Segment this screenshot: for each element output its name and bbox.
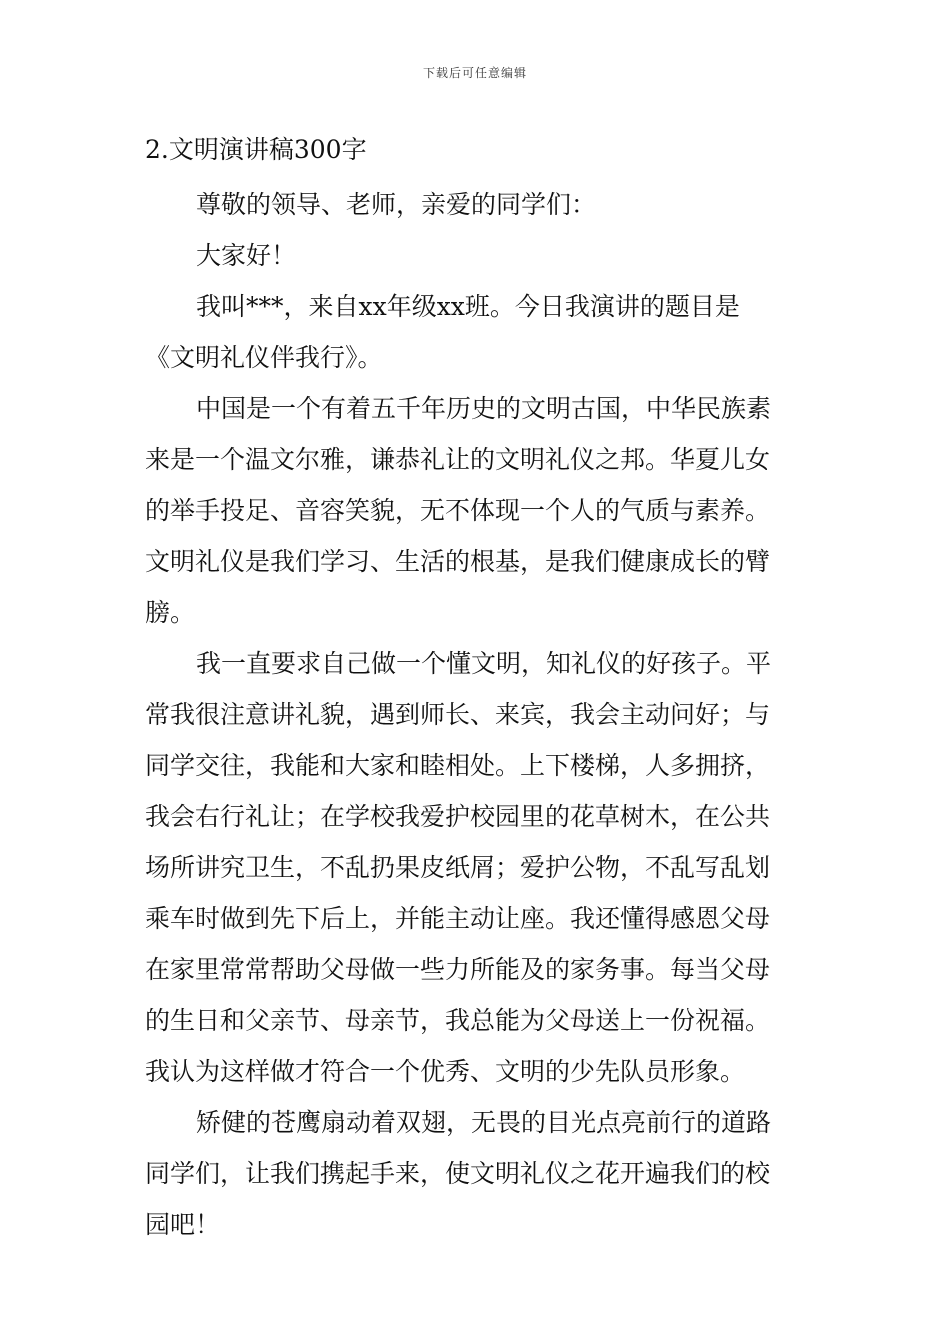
text-line: 的生日和父亲节、母亲节，我总能为父母送上一份祝福。 [145,1006,771,1035]
text-line: 《文明礼仪伴我行》。 [145,343,383,372]
text-line: 常我很注意讲礼貌，遇到师长、来宾，我会主动问好；与 [145,700,771,729]
text-line: 同学们，让我们携起手来，使文明礼仪之花开遍我们的校 [145,1159,771,1188]
text-line: 园吧！ [145,1210,221,1239]
text-line: 尊敬的领导、老师，亲爱的同学们： [196,190,597,219]
text-line: 矫健的苍鹰扇动着双翅，无畏的目光点亮前行的道路 [196,1108,772,1137]
text-line: 在家里常常帮助父母做一些力所能及的家务事。每当父母 [145,955,771,984]
text-line: 的举手投足、音容笑貌，无不体现一个人的气质与素养。 [145,496,771,525]
text-line: 膀。 [145,598,196,627]
document-body [145,128,807,1250]
text-line: 来是一个温文尔雅，谦恭礼让的文明礼仪之邦。华夏儿女 [145,445,771,474]
text-line: 我会右行礼让；在学校我爱护校园里的花草树木，在公共 [145,802,771,831]
text-line: 乘车时做到先下后上，并能主动让座。我还懂得感恩父母 [145,904,771,933]
text-line: 文明礼仪是我们学习、生活的根基，是我们健康成长的臂 [145,547,771,576]
text-line: 中国是一个有着五千年历史的文明古国，中华民族素 [196,394,772,423]
text-line: 我认为这样做才符合一个优秀、文明的少先队员形象。 [145,1057,746,1086]
text-line: 大家好！ [196,241,297,270]
page-header: 下载后可任意编辑 [422,66,527,80]
text-line: 我一直要求自己做一个懂文明，知礼仪的好孩子。平 [196,649,772,678]
document-title: 2.文明演讲稿300字 [145,135,367,164]
text-line: 同学交往，我能和大家和睦相处。上下楼梯，人多拥挤， [145,751,771,780]
text-line: 我叫***，来自xx年级xx班。今日我演讲的题目是 [196,292,740,321]
text-line: 场所讲究卫生，不乱扔果皮纸屑；爱护公物，不乱写乱划 [145,853,771,882]
